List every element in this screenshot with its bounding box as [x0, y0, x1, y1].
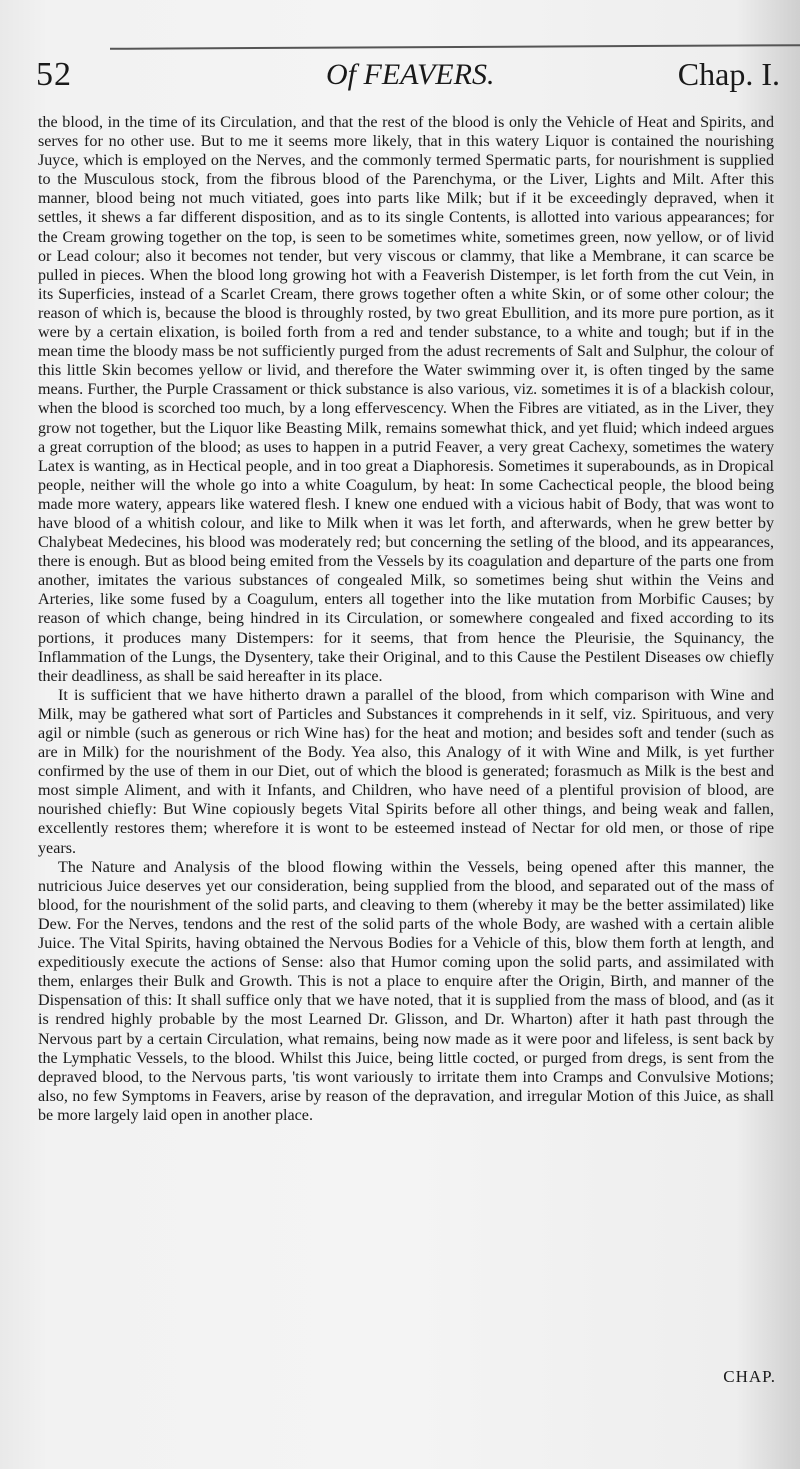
paragraph-1: the blood, in the time of its Circulation, and that the rest of the blood is only the Vehicle of Heat and Spirits, and serves for no other use. But to me it seems more likely, that in this watery Liquor is contained the nourishing Juyce, which is employed on the Nerves, and the commonly termed Spermatic parts, for nourishment is supplied to the Musculous stock, from the fibrous blood of the Parenchyma, or the Liver, Lights and Milt. After this manner, blood being not much vitiated, goes into parts like Milk; but if it be exceedingly depraved, when it settles, it shews a far different disposition, and as to its single Contents, is allotted into various appearances; for the Cream growing together on the top, is seen to be sometimes white, sometimes green, now yellow, or of livid or Lead colour; also it becomes not tender, but very viscous or clammy, that like a Membrane, it can scarce be pulled in pieces. When the blood long growing hot with a Feaverish Distemper, is let forth from the cut Vein, in its Superficies, instead of a Scarlet Cream, there grows together often a white Skin, or of some other colour; the reason of which is, because the blood is throughly rosted, by two great Ebullition, and its more pure portion, as it were by a certain elixation, is boiled forth from a red and tender substance, to a white and tough; but if in the mean time the bloody mass be not sufficiently purged from the adust recrements of Salt and Sulphur, the colour of this little Skin becomes yellow or livid, and therefore the Water swimming over it, is often tinged by the same means. Further, the Purple Crassament or thick substance is also various, viz. sometimes it is of a blackish colour, when the blood is scorched too much, by a long effervescency. When the Fibres are vitiated, as in the Liver, they grow not together, but the Liquor like Beasting Milk, remains somewhat thick, and yet fluid; which indeed argues a great corruption of the blood; as uses to happen in a putrid Feaver, a very great Cachexy, sometimes the watery Latex is wanting, as in Hectical people, and in too great a Diaphoresis. Sometimes it superabounds, as in Dropical people, neither will the whole go into a white Coagulum, by heat: In some Cachectical people, the blood being made more watery, appears like watered flesh. I knew one endued with a vicious habit of Body, that was wont to have blood of a whitish colour, and like to Milk when it was let forth, and afterwards, when he grew better by Chalybeat Medecines, his blood was moderately red; but concerning the setling of the blood, and its appearances, there is enough. But as blood being emited from the Vessels by its coagulation and departure of the parts one from another, imitates the various substances of congealed Milk, so sometimes being shut within the Veins and Arteries, like some fused by a Coagulum, enters all together into the like mutation from Morbific Causes; by reason of which change, being hindred in its Circulation, or somewhere congealed and fixed according to its portions, it produces many Distempers: for it seems, that from hence the Pleurisie, the Squinancy, the Inflammation of the Lungs, the Dysentery, take their Original, and to this Cause the Pestilent Diseases ow chiefly their deadliness, as shall be said hereafter in its place. [38, 114, 774, 685]
page-header [36, 56, 780, 104]
page-number: 52 [36, 56, 72, 93]
paragraph-3: The Nature and Analysis of the blood flowing within the Vessels, being opened after this manner, the nutricious Juice deserves yet our consideration, being supplied from the blood, and separated out of the mass of blood, for the nourishment of the solid parts, and cleaving to them (whereby it may be the better assimilated) like Dew. For the Nerves, tendons and the rest of the solid parts of the whole Body, are washed with a certain alible Juice. The Vital Spirits, having obtained the Nervous Bodies for a Vehicle of this, blow them forth at length, and expeditiously execute the actions of Sense: also that Humor coming upon the solid parts, and assimilated with them, enlarges their Bulk and Growth. This is not a place to enquire after the Origin, Birth, and manner of the Dispensation of this: It shall suffice only that we have noted, that it is supplied from the mass of blood, and (as it is rendred highly probable by the most Learned Dr. Glisson, and Dr. Wharton) after it hath past through the Nervous part by a certain Circulation, what remains, being now made as it were poor and lifeless, is sent back by the Lymphatic Vessels, to the blood. Whilst this Juice, being little cocted, or purged from dregs, is sent from the depraved blood, to the Nervous parts, 'tis wont variously to irritate them into Cramps and Convulsive Motions; also, no few Symptoms in Feavers, arise by reason of the depravation, and irregular Motion of this Juice, as shall be more largely laid open in another place. [38, 858, 774, 1124]
running-title: Of FEAVERS. [326, 58, 495, 91]
body-text [38, 113, 774, 1125]
chapter-label: Chap. I. [677, 56, 780, 92]
top-rule [110, 44, 800, 50]
catchword: CHAP. [723, 1367, 776, 1386]
paragraph-2: It is sufficient that we have hitherto drawn a parallel of the blood, from which comparison with Wine and Milk, may be gathered what sort of Particles and Substances it comprehends in it self, viz. Spirituous, and very agil or nimble (such as generous or rich Wine has) for the heat and motion; and besides soft and tender (such as are in Milk) for the nourishment of the Body. Yea also, this Analogy of it with Wine and Milk, is yet further confirmed by the use of them in our Diet, out of which the blood is generated; forasmuch as Milk is the best and most simple Aliment, and with it Infants, and Children, who have need of a plentiful provision of blood, are nourished chiefly: But Wine copiously begets Vital Spirits before all other things, and being weak and fallen, excellently restores them; wherefore it is wont to be esteemed instead of Nectar for old men, or those of ripe years. [38, 686, 774, 857]
